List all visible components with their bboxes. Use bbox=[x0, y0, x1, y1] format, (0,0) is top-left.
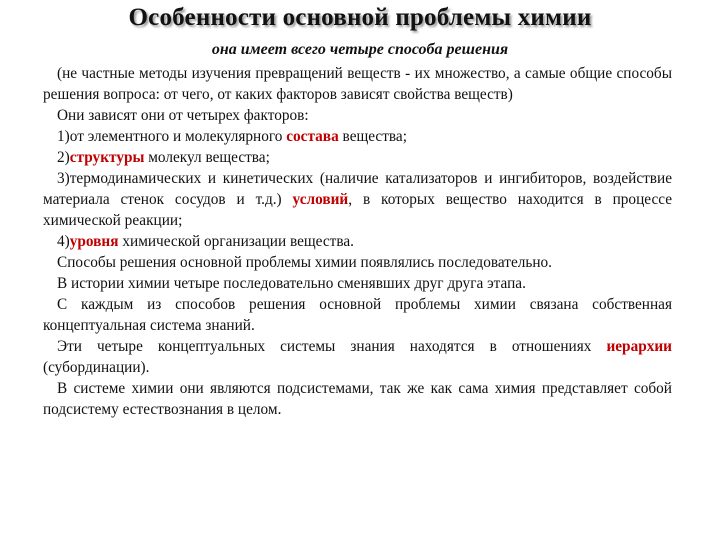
paragraph-factor-2 bbox=[43, 147, 672, 168]
text-segment: С каждым из способов решения основной проблемы химии связана собственная концептуальная система знаний. bbox=[43, 296, 672, 334]
highlight-term: состава bbox=[286, 128, 339, 145]
slide-body bbox=[43, 63, 672, 420]
highlight-term: уровня bbox=[69, 233, 119, 250]
text-segment: химической организации вещества. bbox=[118, 233, 354, 250]
paragraph-history-stages bbox=[43, 273, 672, 294]
text-segment: Они зависят они от четырех факторов: bbox=[57, 107, 309, 124]
text-segment: молекул вещества; bbox=[144, 149, 270, 166]
paragraph-scope-note bbox=[43, 63, 672, 105]
paragraph-factors-intro bbox=[43, 105, 672, 126]
paragraph-sequential-methods bbox=[43, 252, 672, 273]
slide-title: Особенности основной проблемы химии bbox=[128, 4, 592, 31]
text-segment: 1)от элементного и молекулярного bbox=[57, 128, 287, 145]
paragraph-factor-1 bbox=[43, 126, 672, 147]
highlight-term: условий bbox=[292, 191, 349, 208]
text-segment: Способы решения основной проблемы химии появлялись последовательно. bbox=[57, 254, 552, 271]
text-segment: вещества; bbox=[338, 128, 407, 145]
paragraph-factor-4 bbox=[43, 231, 672, 252]
text-segment: (субординации). bbox=[43, 359, 150, 376]
paragraph-subsystems bbox=[43, 378, 672, 420]
text-segment: В системе химии они являются подсистемами, так же как сама химия представляет собой подсистему естествознания в целом. bbox=[43, 380, 672, 418]
text-segment: 4) bbox=[57, 233, 70, 250]
text-segment: , в которых вещество находится в процессе химической реакции; bbox=[43, 191, 672, 229]
text-segment: 3)термодинамических и кинетических (наличие катализаторов и ингибиторов, воздействие материала стенок сосудов и т.д.) bbox=[43, 170, 672, 208]
paragraph-conceptual-systems bbox=[43, 294, 672, 336]
text-segment: Эти четыре концептуальных системы знания находятся в отношениях bbox=[57, 338, 607, 355]
text-segment: 2) bbox=[57, 149, 70, 166]
text-segment: (не частные методы изучения превращений веществ - их множество, а самые общие способы решения вопроса: от чего, от каких факторов зависят свойства веществ) bbox=[43, 65, 672, 103]
highlight-term: иерархии bbox=[606, 338, 672, 355]
paragraph-factor-3 bbox=[43, 168, 672, 231]
text-segment: В истории химии четыре последовательно сменявших друг друга этапа. bbox=[57, 275, 526, 292]
highlight-term: структуры bbox=[69, 149, 145, 166]
paragraph-hierarchy bbox=[43, 336, 672, 378]
slide-subtitle: она имеет всего четыре способа решения bbox=[211, 41, 509, 58]
